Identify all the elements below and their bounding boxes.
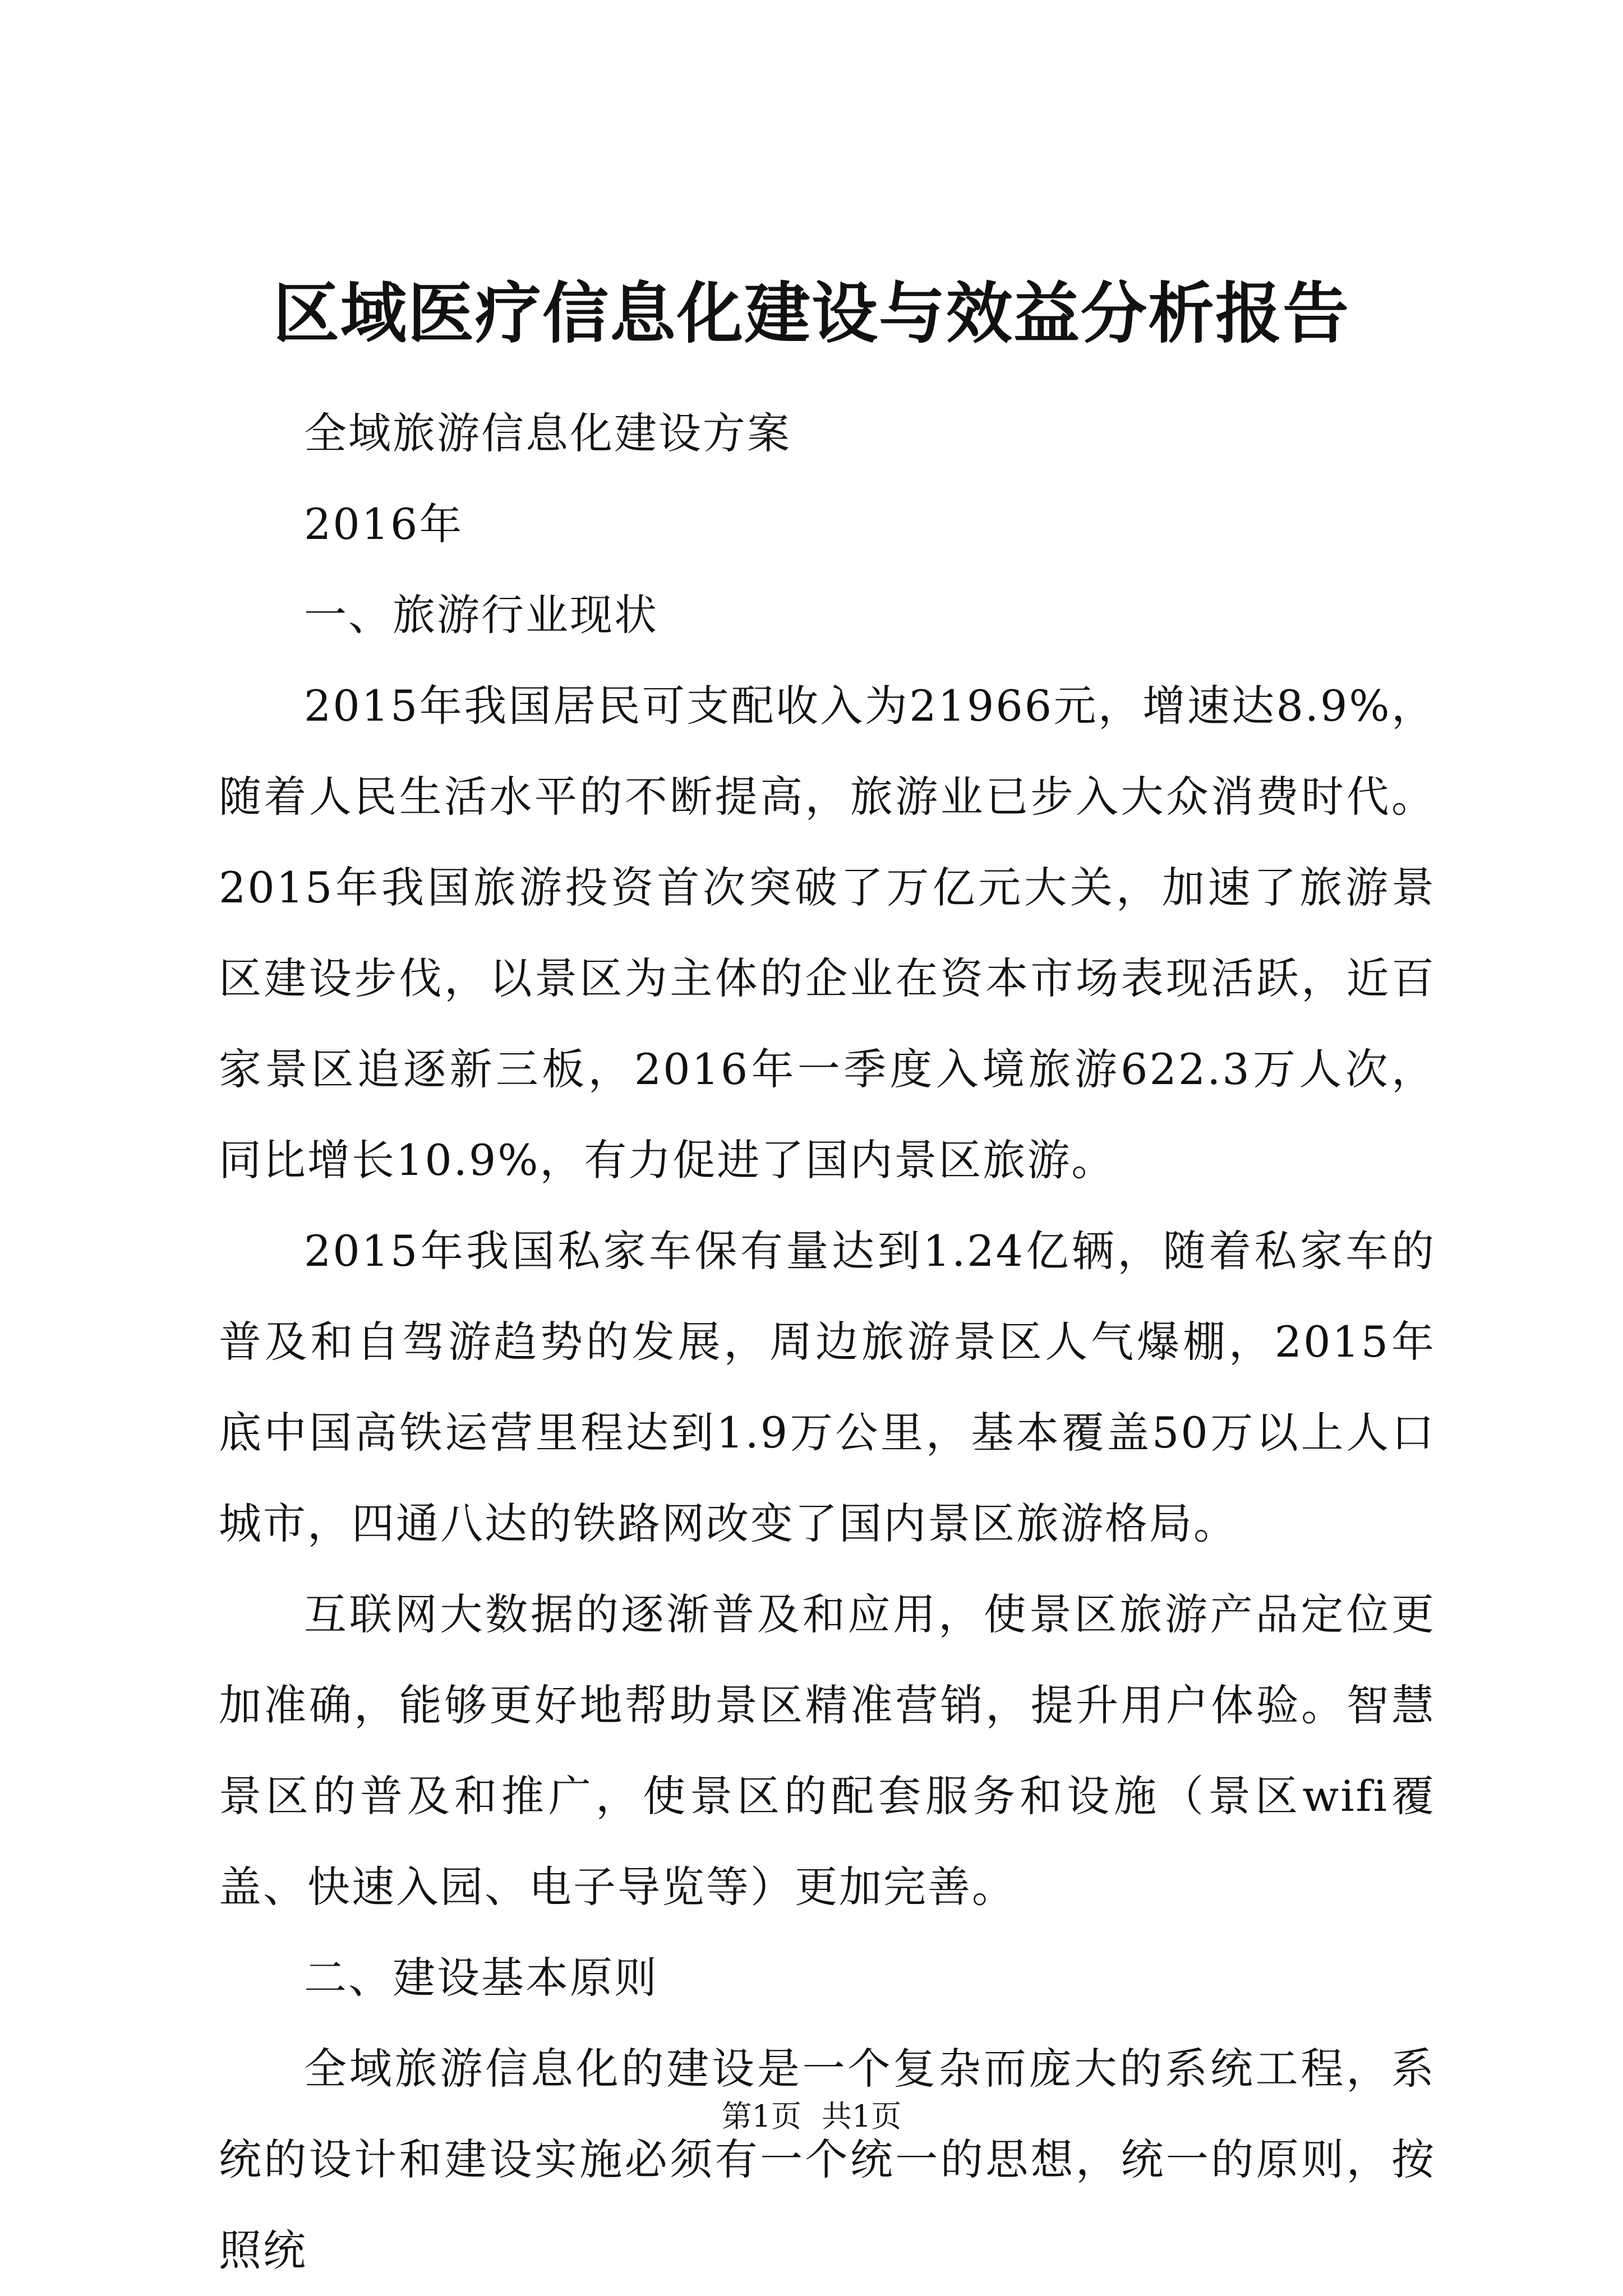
document-title: 区域医疗信息化建设与效益分析报告: [273, 274, 1350, 352]
body-paragraph: 全域旅游信息化的建设是一个复杂而庞大的系统工程，系统的设计和建设实施必须有一个统一的思想，统一的原则，按照统: [219, 2044, 1436, 2275]
document-body: [219, 388, 1436, 2296]
page-footer: [0, 2099, 1623, 2135]
page-number: 第1页: [721, 2099, 801, 2134]
section-heading-2: 二、建设基本原则: [304, 1953, 658, 2003]
body-paragraph: 2015年我国居民可支配收入为21966元，增速达8.9%，随着人民生活水平的不断提高，旅游业已步入大众消费时代。2015年我国旅游投资首次突破了万亿元大关，加速了旅游景区建设步伐，以景区为主体的企业在资本市场表现活跃，近百家景区追逐新三板，2016年一季度入境旅游622.3万人次，同比增长10.9%，有力促进了国内景区旅游。: [219, 681, 1436, 1185]
body-paragraph: 2015年我国私家车保有量达到1.24亿辆，随着私家车的普及和自驾游趋势的发展，周边旅游景区人气爆棚，2015年底中国高铁运营里程达到1.9万公里，基本覆盖50万以上人口城市，四通八达的铁路网改变了国内景区旅游格局。: [219, 1226, 1436, 1548]
subtitle-paragraph: 全域旅游信息化建设方案: [304, 408, 791, 458]
body-paragraph: 互联网大数据的逐渐普及和应用，使景区旅游产品定位更加准确，能够更好地帮助景区精准营销，提升用户体验。智慧景区的普及和推广，使景区的配套服务和设施（景区wifi覆盖、快速入园、电子导览等）更加完善。: [219, 1589, 1436, 1912]
section-heading-1: 一、旅游行业现状: [304, 590, 658, 640]
page-total: 共1页: [822, 2099, 902, 2134]
year-paragraph: 2016年: [304, 499, 464, 549]
